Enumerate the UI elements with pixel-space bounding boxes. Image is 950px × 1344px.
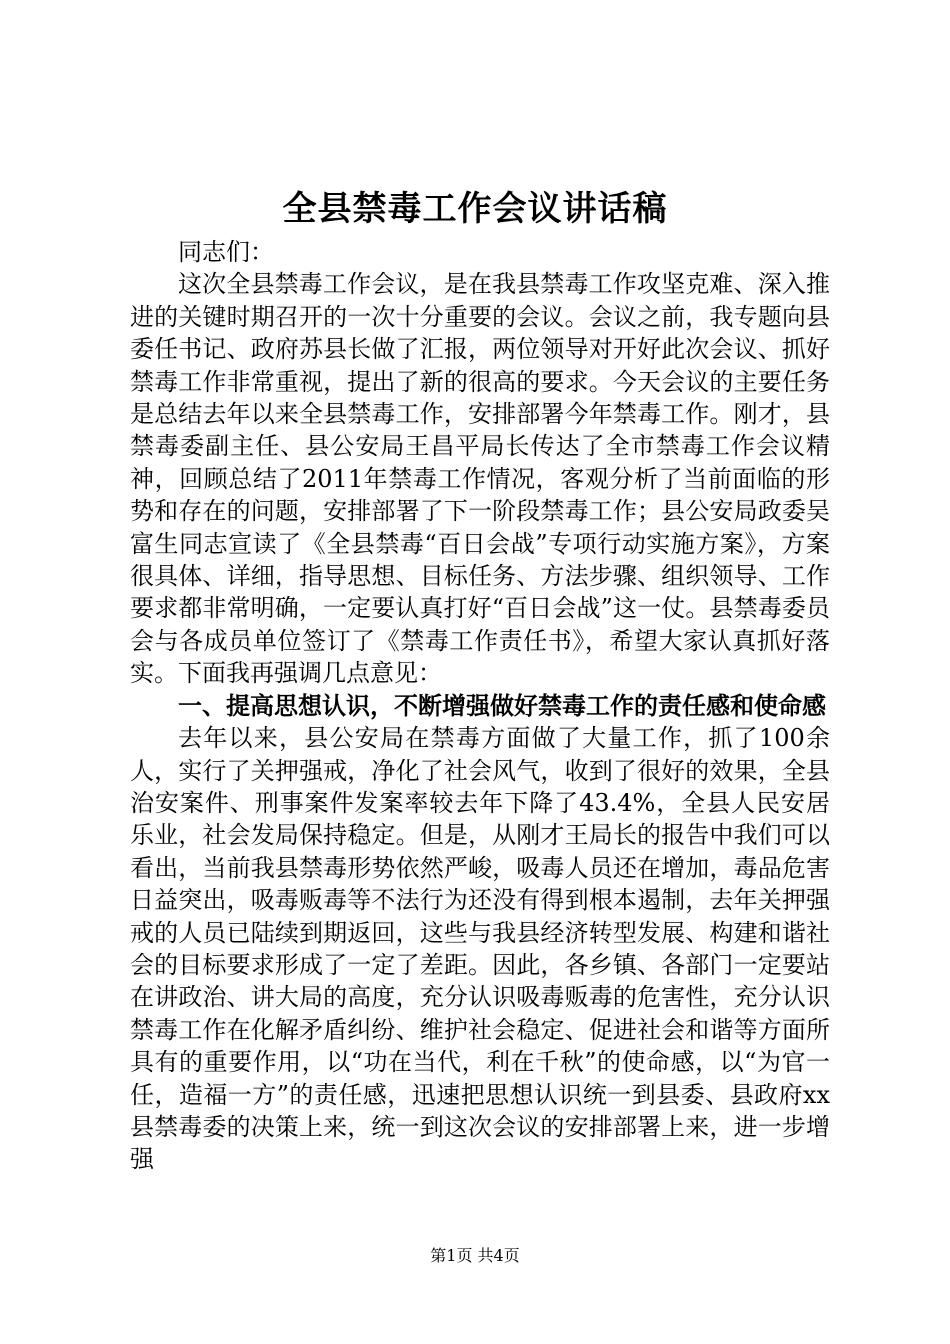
salutation: 同志们： (178, 238, 274, 266)
paragraph-intro: 这次全县禁毒工作会议，是在我县禁毒工作攻坚克难、深入推进的关键时期召开的一次十分重要的会议。会议之前，我专题向县委任书记、政府苏县长做了汇报，两位领导对开好此次会议、抓好禁毒工作非常重视，提出了新的很高的要求。今天会议的主要任务是总结去年以来全县禁毒工作，安排部署今年禁毒工作。刚才，县禁毒委副主任、县公安局王昌平局长传达了全市禁毒工作会议精神，回顾总结了2011年禁毒工作情况，客观分析了当前面临的形势和存在的问题，安排部署了下一阶段禁毒工作；县公安局政委吴富生同志宣读了《全县禁毒“百日会战”专项行动实施方案》，方案很具体、详细，指导思想、目标任务、方法步骤、组织领导、工作要求都非常明确，一定要认真打好“百日会战”这一仗。县禁毒委员会与各成员单位签订了《禁毒工作责任书》，希望大家认真抓好落实。下面我再强调几点意见： (130, 270, 830, 688)
section-heading-1: 一、提高思想认识，不断增强做好禁毒工作的责任感和使命感 (178, 691, 826, 720)
page-footer: 第1页 共4页 (430, 1246, 520, 1265)
document-title: 全县禁毒工作会议讲话稿 (282, 189, 668, 229)
document-body (130, 236, 830, 1176)
paragraph-section-1: 去年以来，县公安局在禁毒方面做了大量工作，抓了100余人，实行了关押强戒，净化了社会风气，收到了很好的效果，全县治安案件、刑事案件发案率较去年下降了43.4%，全县人民安居乐业，社会发局保持稳定。但是，从刚才王局长的报告中我们可以看出，当前我县禁毒形势依然严峻，吸毒人员还在增加，毒品危害日益突出，吸毒贩毒等不法行为还没有得到根本遏制，去年关押强戒的人员已陆续到期返回，这些与我县经济转型发展、构建和谐社会的目标要求形成了一定了差距。因此，各乡镇、各部门一定要站在讲政治、讲大局的高度，充分认识吸毒贩毒的危害性，充分认识禁毒工作在化解矛盾纠纷、维护社会稳定、促进社会和谐等方面所具有的重要作用，以“功在当代，利在千秋”的使命感，以“为官一任，造福一方”的责任感，迅速把思想认识统一到县委、县政府xx县禁毒委的决策上来，统一到这次会议的安排部署上来，进一步增强 (130, 724, 830, 1174)
